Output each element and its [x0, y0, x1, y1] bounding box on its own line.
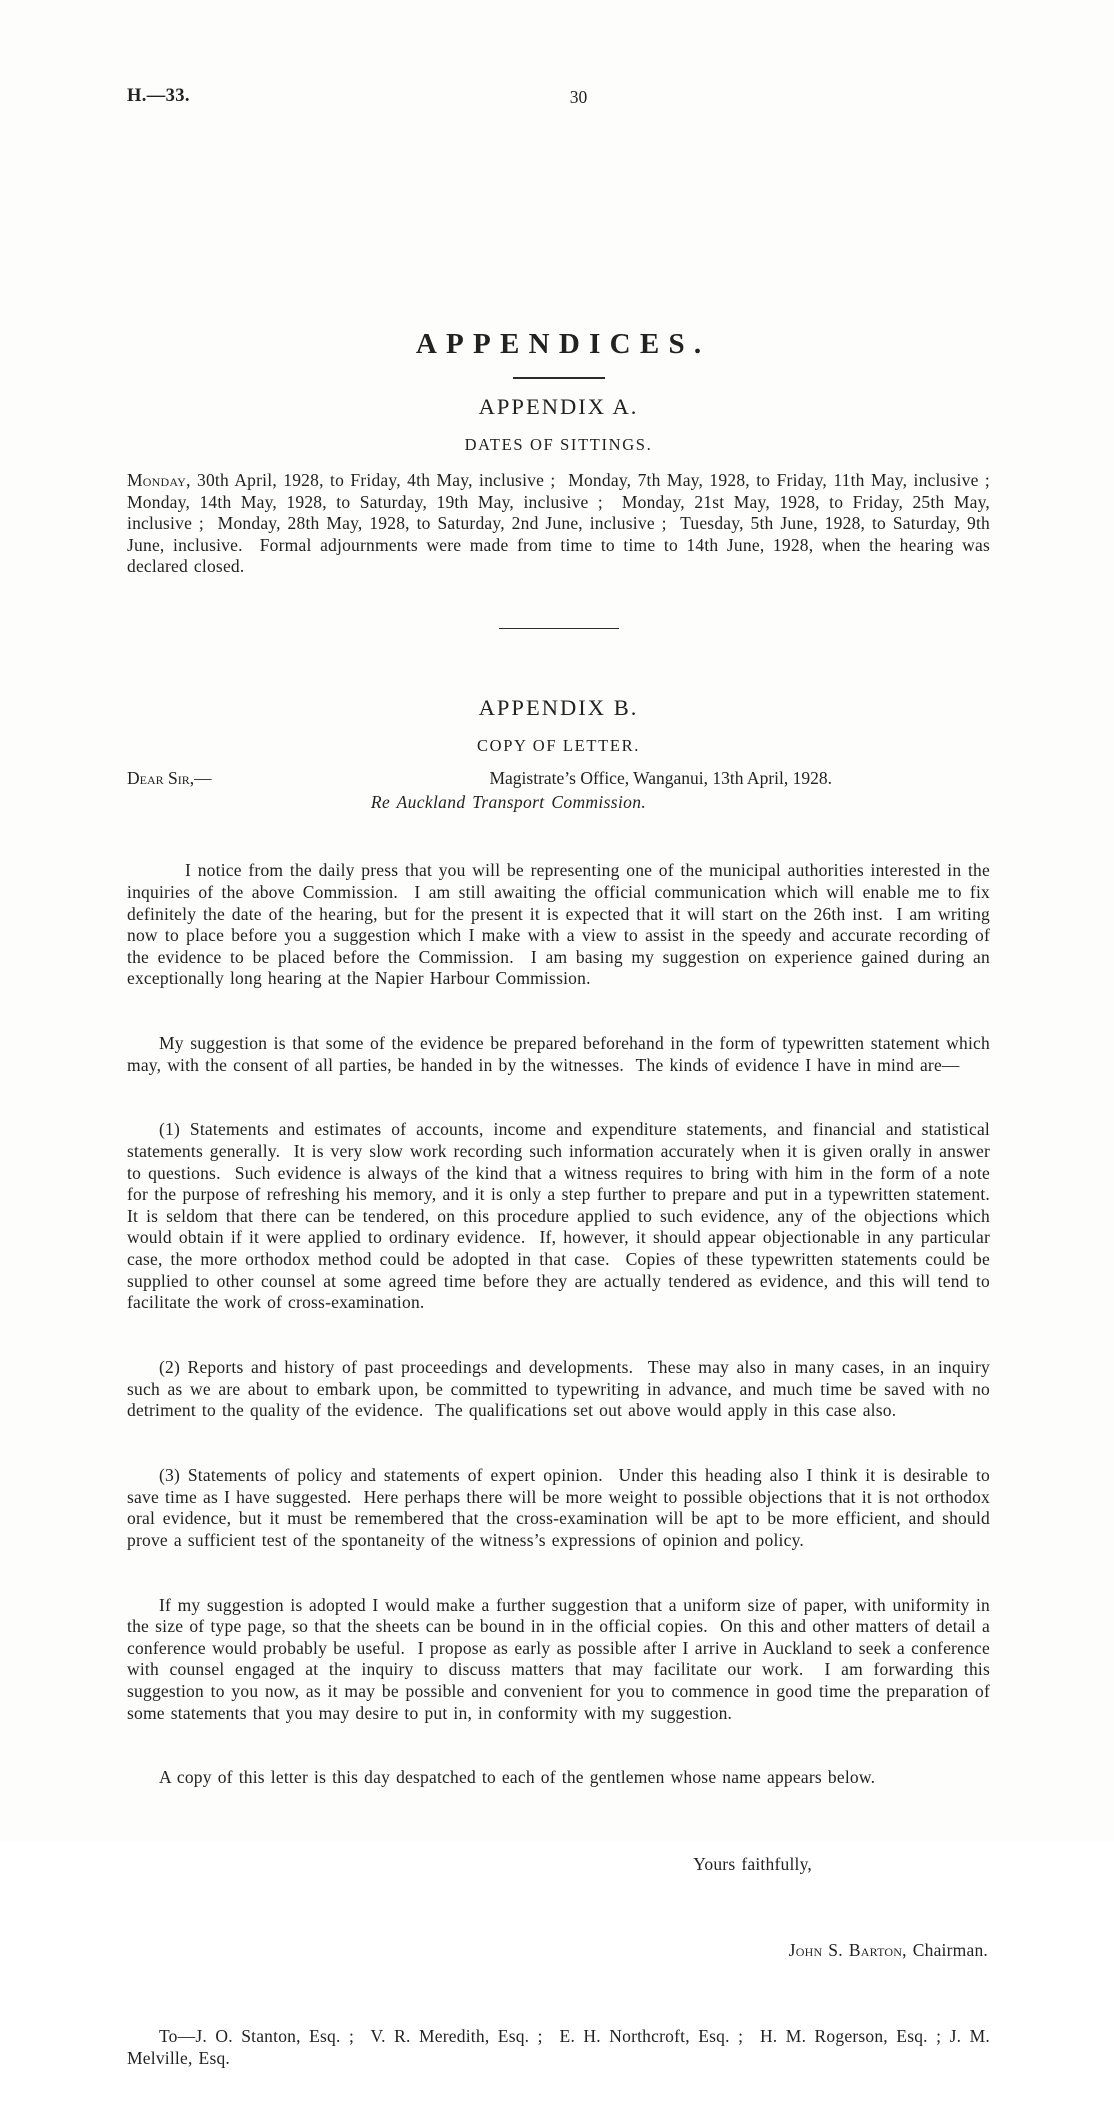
letter-paragraph: I notice from the daily press that you will be representing one of the municipal authorities interested in the inquiries of the above Commission. I am still awaiting the official communication which will enable me to fix definitely the date of the hearing, but for the present it is expected that it will start on the 26th inst. I am writing now to place before you a suggestion which I make with a view to assist in the speedy and accurate recording of the evidence to be placed before the Commission. I am basing my suggestion on experience gained during an exceptionally long hearing at the Napier Harbour Commission.: [127, 860, 996, 989]
dates-paragraph-lead: Monday: [127, 470, 187, 490]
letter-body: [127, 817, 1002, 2113]
letter-paragraph: (1) Statements and estimates of accounts, income and expenditure statements, and financial and statistical statements generally. It is very slow work recording such information accurately when it is given orally in answer to questions. Such evidence is always of the kind that a witness requires to bring with him in the form of a note for the purpose of refreshing his memory, and it is only a step further to prepare and put in a typewritten statement. It is seldom that there can be tendered, on this procedure applied to such evidence, any of the objections which would obtain if it were applied to ordinary evidence. If, however, it should appear objectionable in any particular case, the more orthodox method could be adopted in that case. Copies of these typewritten statements could be supplied to other counsel at some agreed time before they are actually tendered as evidence, and this will tend to facilitate the work of cross-examination.: [127, 1119, 1002, 1313]
dates-paragraph-body: , 30th April, 1928, to Friday, 4th May, inclusive ; Monday, 7th May, 1928, to Friday, 11th May, inclusive ; Monday, 14th May, 1928, to Saturday, 19th May, inclusive ; Monday, 21st May, 1928, to Friday, 25th May, inclusive ; Monday, 28th May, 1928, to Saturday, 2nd June, inclusive ; Tuesday, 5th June, 1928, to Saturday, 9th June, inclusive. Formal adjournments were made from time to time to 14th June, 1928, when the hearing was declared closed.: [127, 470, 1002, 577]
signature-line: [127, 1940, 990, 1962]
addressees-paragraph: To—J. O. Stanton, Esq. ; V. R. Meredith, Esq. ; E. H. Northcroft, Esq. ; H. M. Rogerson, Esq. ; J. M. Melville, Esq.: [127, 2026, 996, 2068]
salutation: Dear Sir,—: [127, 767, 212, 788]
title-divider: [513, 377, 605, 379]
letter-paragraph: If my suggestion is adopted I would make a further suggestion that a uniform size of paper, with uniformity in the size of type page, so that the sheets can be bound in in the official copies. On this and other matters of detail a conference would probably be useful. I propose as early as possible after I arrive in Auckland to seek a conference with counsel engaged at the inquiry to discuss matters that may facilitate our work. I am forwarding this suggestion to you now, as it may be possible and convenient for you to commence in good time the preparation of some statements that you may desire to put in, in conformity with my suggestion.: [127, 1594, 996, 1723]
dateline: Magistrate’s Office, Wanganui, 13th April, 1928.: [489, 767, 832, 788]
appendix-b-subheading: COPY OF LETTER.: [476, 735, 641, 755]
page-number: 30: [569, 87, 588, 107]
appendices-title: APPENDICES.: [415, 328, 711, 360]
appendix-a-heading: APPENDIX A.: [478, 394, 639, 419]
subject-line: Re Auckland Transport Commission.: [370, 791, 647, 812]
valediction: Yours faithfully,: [693, 1853, 812, 1874]
letter-paragraph: A copy of this letter is this day despatched to each of the gentlemen whose name appears below.: [159, 1767, 876, 1788]
dates-of-sittings-paragraph: [127, 470, 1002, 578]
salutation-row: [127, 768, 990, 790]
letter-paragraph: (2) Reports and history of past proceedings and developments. These may also in many cases, in an inquiry such as we are about to embark upon, be committed to typewriting in advance, and much time be saved with no detriment to the quality of the evidence. The qualifications set out above would apply in this case also.: [127, 1357, 996, 1421]
signature-title: , Chairman.: [902, 1940, 988, 1961]
appendix-a-subheading: DATES OF SITTINGS.: [464, 435, 653, 454]
section-divider: [499, 628, 619, 629]
document-reference: H.—33.: [127, 86, 190, 106]
signature-name: John S. Barton: [788, 1940, 903, 1961]
appendix-b-heading: APPENDIX B.: [478, 694, 639, 720]
letter-paragraph: (3) Statements of policy and statements of expert opinion. Under this heading also I think it is desirable to save time as I have suggested. Here perhaps there will be more weight to possible objections that it is not orthodox oral evidence, but it must be remembered that the cross-examination will be apt to be more efficient, and should prove a sufficient test of the spontaneity of the witness’s expressions of opinion and policy.: [127, 1464, 996, 1550]
page-header: [127, 86, 990, 110]
letter-paragraph: My suggestion is that some of the evidence be prepared beforehand in the form of typewritten statement which may, with the consent of all parties, be handed in by the witnesses. The kinds of evidence I have in mind are—: [127, 1033, 996, 1075]
